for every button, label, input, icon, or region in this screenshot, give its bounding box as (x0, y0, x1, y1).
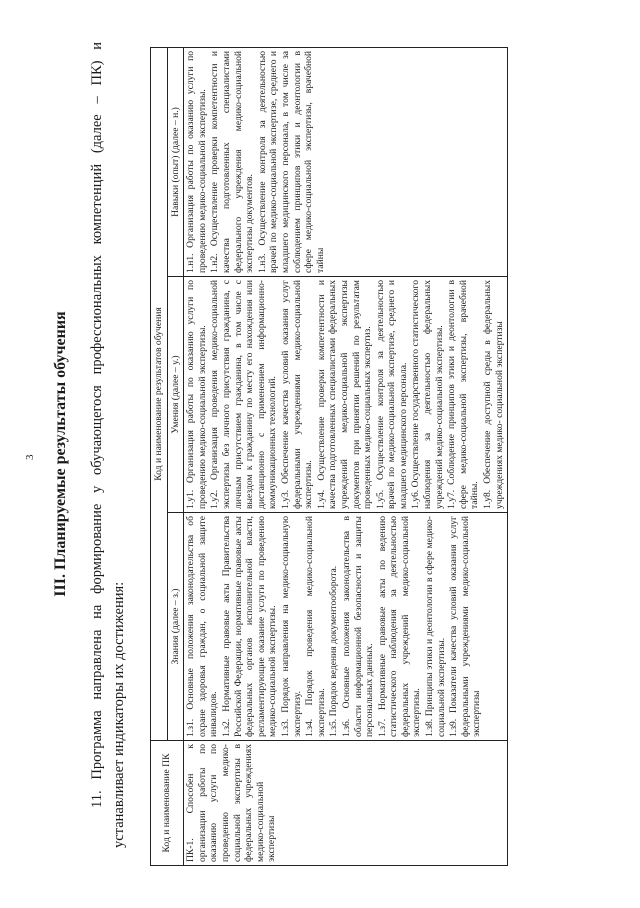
knowledge-item: 1.з2. Нормативные правовые акты Правительства Российской Федерации, нормативные правовые акты федеральных органов исполнительной власти, регламентирующие оказание услуги по проведению медико-социальной экспертизы. (220, 516, 279, 737)
header-habits: Навыки (опыт) (далее – н.) (167, 47, 184, 276)
knowledge-item: 1.з9. Показатели качества условий оказания услуг федеральными учреждениями медико-социальной экспертизы (448, 516, 483, 737)
header-skills: Умения (далее – у.) (167, 277, 184, 513)
table-header-row (151, 47, 168, 865)
knowledge-item: 1.з6. Основные положения законодательства в области информационной безопасности и защиты персональных данных. (340, 516, 376, 737)
knowledge-item: 1.з4. Порядок проведения медико-социальной экспертизы. (304, 516, 327, 737)
header-pk: Код и наименование ПК (151, 741, 184, 866)
knowledge-item: 1.з7. Нормативные правовые акты по ведению статистического наблюдения за деятельностью федеральных учреждений медико-социальной экспертизы. (376, 516, 423, 737)
section-heading: III. Планируемые результаты обучения (52, 311, 69, 597)
knowledge-item: 1.з5. Порядок ведения документооборота. (328, 565, 340, 737)
knowledge-item: 1.з3. Порядок направления на медико-социальную экспертизу. (279, 516, 303, 737)
habits-cell (184, 47, 508, 276)
skills-item: 1.у7. Соблюдение принципов этики и деонтологии в сфере медико-социальной экспертизы, врачебной тайны. (446, 280, 481, 509)
skills-item: 1.у2. Организация проведения медико-социальной экспертизы без личного присутствия гражданина, с личным присутствием гражданина, в том числе с выездом к гражданину по месту его нахождения или дистанционно с применением информационно-коммуникационных технологий. (209, 280, 279, 509)
skills-cell (184, 277, 508, 513)
knowledge-item: 1.з8. Принципы этики и деонтологии в сфере медико-социальной экспертизы. (424, 516, 447, 737)
skills-item: 1.у5. Осуществление контроля за деятельностью врачей по медико-социальной экспертизе, среднего и младшего медицинского персонала. (374, 280, 409, 509)
habits-item: 1.н2. Осуществление проверки компетентности и качества подготовленных специалистами федерального учреждения медико-социальной экспертизы документов. (209, 50, 256, 273)
table-row (184, 47, 508, 865)
header-results-group: Код и наименование результатов обучения (151, 47, 168, 740)
knowledge-cell (184, 513, 508, 741)
skills-item: 1.у4. Осуществление проверки компетентности и качества подготовленных специалистами федеральных учреждений медико-социальной экспертизы документов при принятии решений по результатам проведенных медико-социальных экспертиз. (315, 280, 374, 509)
header-knowledge: Знания (далее – з.) (167, 513, 184, 741)
skills-item: 1.у1. Организация работы по оказанию услуги по проведению медико-социальной экспертизы. (185, 280, 208, 509)
skills-item: 1.у8. Обеспечение доступной среды в федеральных учреждениях медико- социальной экспертизы (482, 280, 505, 509)
habits-item: 1.н1. Организация работы по оказанию услуги по проведению медико-социальной экспертизы. (185, 50, 208, 273)
intro-paragraph: 11. Программа направлена на формирование у обучающегося профессиональных компетенций (далее – ПК) и устанавливает индикаторы их достижения: (89, 42, 127, 848)
pk-cell: ПК-1. Способен к организации работы по оказанию услуги по проведению медико-социальной экспертизы в федеральных учреждениях медико-социальной экспертизы (184, 741, 508, 866)
habits-item: 1.н3. Осуществление контроля за деятельностью врачей по медико-социальной экспертизе, среднего и младшего медицинского персонала, в том числе за соблюдением принципов этики и деонтологии в сфере медико-социальной экспертизы, врачебной тайны (256, 50, 326, 273)
skills-item: 1.у6. Осуществление государственного статистического наблюдения за деятельностью федеральных учреждений медико-социальной экспертизы. (410, 280, 445, 509)
page-number: 3 (24, 454, 36, 460)
knowledge-item: 1.з1. Основные положения законодательства об охране здоровья граждан, о социальной защите инвалидов. (185, 516, 220, 737)
competencies-table (150, 47, 508, 866)
skills-item: 1.у3. Обеспечение качества условий оказания услуг федеральными учреждениями медико-социальной экспертизы. (279, 280, 315, 509)
